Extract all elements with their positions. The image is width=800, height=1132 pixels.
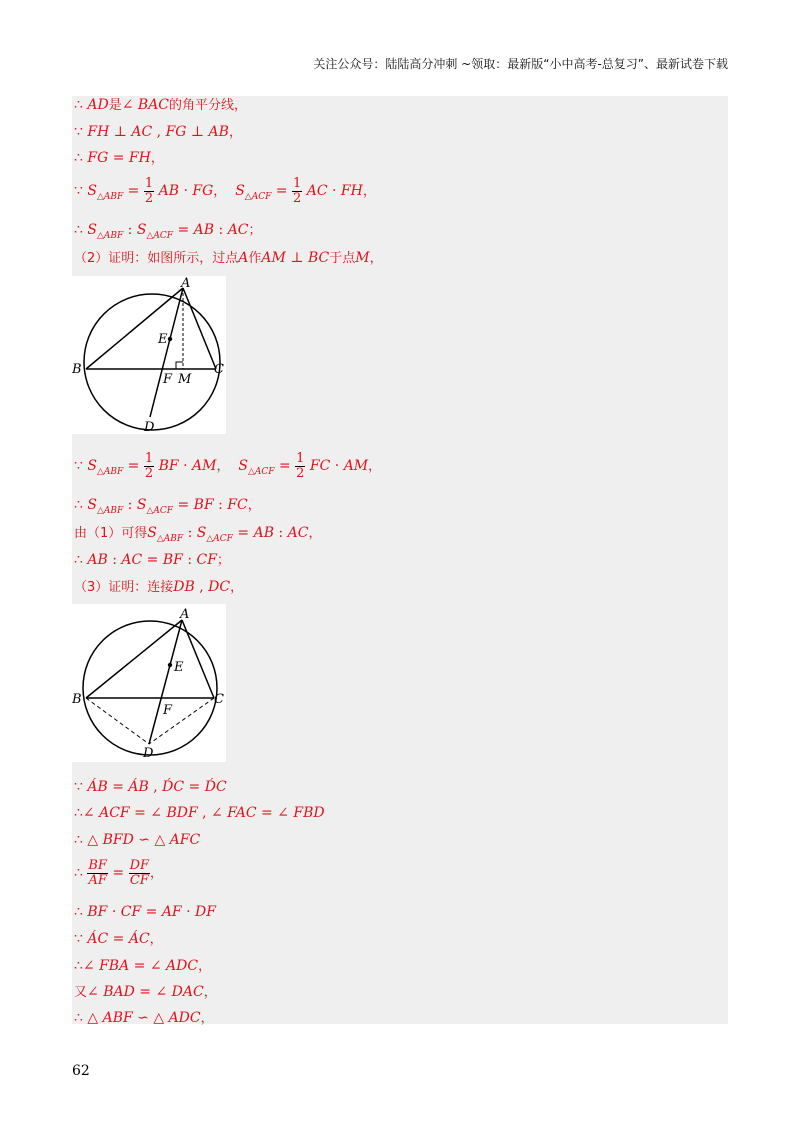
line-17: ∵ ÁC = ÁC， bbox=[74, 931, 163, 947]
line-5: ∴ $S_{\triangle ABF}$ : $S_{\triangle ACF}$ = AB : AC； bbox=[74, 222, 262, 241]
label-B: B bbox=[72, 692, 82, 707]
label-C: C bbox=[214, 692, 224, 707]
label-E: E bbox=[174, 660, 184, 675]
label-E: E bbox=[158, 332, 168, 347]
line-6: （2）证明：如图所示，过点A作AM ⊥ BC于点M， bbox=[74, 250, 383, 266]
line-4: ∵ $S_{\triangle ABF}$ = $\frac{1}{2}$ AB · FG， $S_{\triangle ACF}$ = $\frac{1}{2}$ AC · FH， bbox=[74, 175, 376, 206]
label-B: B bbox=[72, 362, 82, 377]
line-7: ∵ $S_{\triangle ABF}$ = $\frac{1}{2}$ BF · AM， $S_{\triangle ACF}$ = $\frac{1}{2}$ FC · AM， bbox=[74, 450, 382, 481]
line-18: ∴∠ FBA = ∠ ADC， bbox=[74, 958, 212, 974]
line-10: ∴ AB : AC = BF : CF； bbox=[74, 552, 230, 568]
label-A: A bbox=[181, 276, 191, 291]
page-number: 62 bbox=[72, 1063, 90, 1079]
figure-2 bbox=[72, 604, 226, 762]
label-F: F bbox=[163, 372, 173, 387]
line-12: ∵ ÁB = ÁB , D́C = D́C bbox=[74, 779, 227, 795]
line-13: ∴∠ ACF = ∠ BDF , ∠ FAC = ∠ FBD bbox=[74, 805, 325, 821]
label-C: C bbox=[214, 362, 224, 377]
line-20: ∴ △ ABF ∽ △ ADC， bbox=[74, 1010, 214, 1026]
line-2: ∵ FH ⊥ AC , FG ⊥ AB， bbox=[74, 124, 242, 140]
circle-diagram-1 bbox=[72, 276, 226, 434]
page-header: 关注公众号：陆陆高分冲刺 ~领取：最新版“小中高考-总复习”、最新试卷下载 bbox=[313, 57, 728, 71]
line-16: ∴ BF · CF = AF · DF bbox=[74, 904, 216, 920]
solution-content bbox=[72, 96, 728, 1024]
label-A: A bbox=[180, 607, 190, 622]
line-19: 又∠ BAD = ∠ DAC， bbox=[74, 984, 217, 1000]
circle-diagram-2 bbox=[72, 604, 226, 762]
line-3: ∴ FG = FH， bbox=[74, 150, 164, 166]
line-15: ∴ $\frac{BF}{AF}$ = $\frac{DF}{CF}$ ， bbox=[74, 857, 164, 888]
label-F: F bbox=[163, 703, 173, 718]
line-11: （3）证明：连接DB , DC， bbox=[74, 579, 244, 595]
label-M: M bbox=[178, 372, 192, 387]
figure-1 bbox=[72, 276, 226, 434]
line-14: ∴ △ BFD ∽ △ AFC bbox=[74, 832, 201, 848]
label-D: D bbox=[144, 420, 155, 434]
line-9: 由（1）可得$S_{\triangle ABF}$ : $S_{\triangle ACF}$ = AB : AC， bbox=[74, 525, 322, 544]
line-8: ∴ $S_{\triangle ABF}$ : $S_{\triangle ACF}$ = BF : FC， bbox=[74, 497, 261, 516]
line-1: ∴ AD是∠ BAC的角平分线， bbox=[74, 97, 248, 113]
label-D: D bbox=[143, 746, 154, 761]
